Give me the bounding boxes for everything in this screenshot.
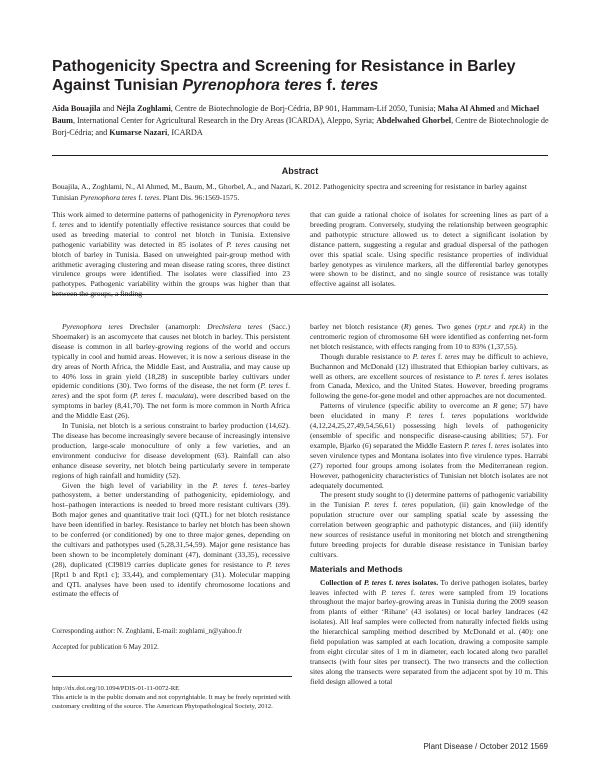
- r3e: f.: [433, 411, 452, 421]
- abs-l-e: and to identify potentially effective resistance sources that could be used as breeding material to control net blotch in Tunisia. Extensive pathogenic variability was detected in 85 isolates of: [52, 219, 290, 249]
- r2c: f.: [435, 351, 445, 361]
- l3d: teres: [252, 480, 268, 490]
- author-6: Kumarse Nazari: [109, 128, 168, 137]
- l1f: f.: [283, 381, 291, 391]
- l1g: teres: [52, 391, 67, 401]
- right-paragraph-3: [310, 401, 548, 490]
- l1a: Pyrenophora teres: [62, 322, 123, 331]
- r4d: teres: [401, 500, 417, 510]
- author-3: Maha Al Ahmed: [437, 104, 495, 113]
- abs-l-f: P. teres: [226, 239, 251, 249]
- l1i: P. teres: [132, 391, 156, 401]
- right-paragraph-4: [310, 490, 548, 559]
- corresponding-author-footnote: Corresponding author: N. Zoghlami, E-mail: zoghlami_n@yahoo.fr: [52, 627, 242, 635]
- author-sep-1: and: [100, 104, 117, 113]
- r2a: Though durable resistance to: [320, 351, 413, 361]
- l3a: Given the high level of variability in the: [62, 480, 213, 490]
- author-sep-2: and: [494, 104, 511, 113]
- r5a: To derive pathogen isolates, barley leaves infected with: [310, 577, 548, 597]
- r4a: The present study sought to (i) determine patterns of pathogenic variability in the Tunisian: [310, 490, 548, 510]
- footnote-rule: [52, 676, 292, 677]
- r3a: Patterns of virulence (specific ability to overcome an: [320, 401, 493, 411]
- article-title: [52, 57, 552, 95]
- citation-pre: Bouajila, A., Zoghlami, N., Al Ahmed, M., Baum, M., Ghorbel, A., and Nazari, K. 2012. Pathogenicity spectra and screening for resistance in barley against Tunisian: [52, 182, 527, 202]
- abstract-heading: Abstract: [281, 166, 319, 176]
- r2b: P. teres: [412, 351, 436, 361]
- abstract-right-column: that can guide a rational choice of isolates for screening lines as part of a breeding program. Conversely, studying the relationship between geographic and pathotypic structure allowed us to detect a significant isolation by distance pattern, suggesting a regular and gradual dispersal of the pathogen over this spatial scale. Using specific resistance properties of individual barley genotypes as virulence markers, all the differential barley genotypes were shown to be distinct, and no single source of resistance was totally effective against all isolates.: [310, 210, 548, 289]
- left-paragraph-2: In Tunisia, net blotch is a serious constraint to barley production (14,62). The disease has become increasingly severe because of increasingly intensive production, large-scale monoculture of only a few varieties, and an environment conducive for disease development (63). Rainfall can also enhance disease severity, net blotch being particularly severe in temperate regions of high rainfall and humidity (52).: [52, 421, 290, 480]
- r5hb: P. teres: [363, 577, 387, 587]
- affiliation-2: , International Center for Agricultural Research in the Dry Areas (ICARDA), Aleppo, Syria;: [72, 116, 377, 125]
- title-line-2-italic2: teres: [340, 77, 379, 94]
- body-left-column: [52, 322, 290, 599]
- r5b: P. teres: [381, 587, 406, 597]
- r3c: gene; 57) have been elucidated in many: [310, 401, 548, 421]
- left-paragraph-1: [52, 322, 290, 421]
- page-folio: Plant Disease / October 2012 1569: [423, 742, 548, 751]
- right-paragraph-2: [310, 352, 548, 402]
- r2e: may be difficult to achieve, Buchannon and McDonald (12) illustrated that Ethiopian barley cultivars, as well as others, are excellent sources of resistance to: [310, 351, 548, 381]
- r5ha: Collection of: [320, 577, 364, 587]
- l3g: [Rpt1 b and Rpt1 c]; 33,44), and complementary (31). Molecular mapping and QTL analyses have been used to identify chromosome locations and estimate the effects of: [52, 569, 290, 599]
- r5hc: f.: [386, 577, 396, 587]
- r3f: teres: [451, 411, 467, 421]
- r5he: isolates.: [410, 577, 439, 587]
- r5e: were sampled from 19 locations throughout the major barley-growing areas in Tunisia during the 2009 season from plants of either ‘Rihane’ (43 isolates) or local barley landraces (42 isolates). All leaf samples were collected from naturally infected fields using the hierarchical sampling method described by McDonald et al. (40): one field population was sampled at each location, drawing a composite sample from eight circular sites of 1 m in diameter, each located along two parallel transects (with four sites per transect). The two transects and the collection sites along the transects were separated from the adjacent spot by 10 m. This field design allowed a total: [310, 587, 548, 686]
- r3b: R: [492, 401, 498, 411]
- r2f: P. teres: [475, 371, 499, 381]
- author-1: Aida Bouajila: [52, 104, 101, 113]
- copyright-note: This article is in the public domain and not copyrightable. It may be freely reprinted with customary crediting of the source. The American Phytopathological Society, 2012.: [52, 694, 291, 710]
- l1l: ), were described based on the symptoms in barley (8,41,70). The net form is more common in North Africa and the Middle East (26).: [52, 391, 290, 421]
- r2g: f.: [498, 371, 509, 381]
- l1c: Drechslera teres: [207, 322, 263, 331]
- abs-l-a: This work aimed to determine patterns of pathogenicity in: [52, 210, 234, 219]
- r2h: teres: [508, 371, 523, 381]
- r4c: f.: [388, 500, 402, 510]
- r5d: teres: [419, 587, 435, 597]
- r1f: rpt.k: [509, 322, 524, 331]
- abstract-bottom-rule: [52, 294, 548, 295]
- author-2: Néjla Zoghlami: [116, 104, 171, 113]
- l3c: f.: [237, 480, 253, 490]
- r4b: P. teres: [364, 500, 389, 510]
- l1h: ) and the spot form (: [66, 391, 133, 401]
- author-block: [52, 103, 552, 139]
- affiliation-4: , ICARDA: [167, 128, 203, 137]
- accepted-footnote: Accepted for publication 6 May 2012.: [52, 643, 159, 651]
- r3k: isolates into seven virulence types and Montana isolates into five virulence types. Harrabi (27) reported four groups among isolates from the Mediterranean region. However, pathogenicity characteristics of Tunisian net blotch isolates are not adequately documented.: [310, 440, 548, 490]
- affiliation-3: , Centre de Biotechnologie de Borj-Cédria; and: [52, 116, 549, 137]
- author-4: Michael Baum: [52, 104, 540, 125]
- abs-l-b: Pyrenophora teres: [233, 210, 290, 219]
- section-heading-materials-methods: Materials and Methods: [310, 563, 403, 574]
- l1j: f.: [155, 391, 166, 401]
- l3e: –barley pathosystem, a better understanding of pathogenicity, epidemiology, and host–pathogen interactions is needed to breed more resistant cultivars (39). Both major genes and quantitative trait loci (QTL) for net blotch resistance have been identified in barley. Resistance to barley net blotch has been shown to be conferred (or conditioned) by one to three major genes, depending on the cultivars and pathotypes used (5,28,31,54,59). Major gene resistance has been shown to be incompletely dominant (47), dominant (33,35), recessive (28), duplicated (CI9819 carries duplicate genes for resistance to: [52, 480, 290, 569]
- title-line-2-italic: Pyrenophora teres: [182, 77, 323, 94]
- citation-line: [52, 181, 548, 203]
- r1a: barley net blotch resistance (: [310, 322, 404, 331]
- affiliation-1: , Centre de Biotechnologie de Borj-Cédria, BP 901, Hammam-Lif 2050, Tunisia;: [170, 104, 438, 113]
- r1c: ) genes. Two genes (: [408, 322, 478, 331]
- r3i: f.: [486, 440, 495, 450]
- r5hd: teres: [395, 577, 411, 587]
- l1e: P. teres: [260, 381, 284, 391]
- r4e: population, (ii) gain knowledge of the population structure over our sampling spatial scale by assessing the correlation between geographic and pathotypic distances, and (iii) identify new sources of resistance useful in monitoring net blotch and strengthening future breeding projects for durable disease resistance in Tunisian barley cultivars.: [310, 500, 548, 559]
- r3g: populations worldwide (4,12,24,25,27,49,54,56,61) possessing high levels of pathogenicity (ensemble of specific and nonspecific disease-causing abilities; 57). For example, Bjarko (6) separated the Middle Eastern: [310, 411, 548, 450]
- r1b: R: [403, 322, 409, 331]
- abstract-left-column: [52, 210, 290, 299]
- abs-l-g: causing net blotch of barley in Tunisia. Based on unweighted pair-group method with arithmetic averaging clustering and mean disease rating scores, three distinct virulence groups were identified. The isolates were classified into 23 pathotypes. Pathogenic variability within the groups was higher than that between the groups, a finding: [52, 239, 291, 299]
- right-paragraph-5: [310, 578, 548, 687]
- abstract-top-rule: [52, 155, 548, 156]
- r2d: teres: [444, 351, 460, 361]
- title-line-2-plain: Against Tunisian: [52, 77, 183, 94]
- right-paragraph-1: [310, 322, 548, 352]
- doi-block: [52, 684, 292, 711]
- r1d: rpt.r: [477, 322, 492, 331]
- doi-link[interactable]: http://dx.doi.org/10.1094/PDIS-01-11-0072-RE: [52, 685, 180, 692]
- l3f: P. teres: [266, 559, 290, 569]
- r2i: isolates from Canada, Mexico, and the United States. However, breeding programs following the gene-for-gene model and other approaches are not documented.: [310, 371, 548, 401]
- r3d: P. teres: [406, 411, 434, 421]
- r3h: P. teres: [464, 440, 487, 450]
- citation-italic2: teres: [144, 193, 160, 202]
- left-paragraph-3: [52, 481, 290, 600]
- r1g: ) in the centromeric region of chromosome 6H were identified as conferring net-form net blotch resistance, with effects ranging from 10 to 83% (1,37,55).: [310, 322, 549, 351]
- citation-tail: . Plant Dis. 96:1569-1575.: [159, 193, 240, 202]
- r3j: teres: [494, 440, 510, 450]
- citation-italic: Pyrenophora teres: [80, 193, 137, 202]
- title-line-1: Pathogenicity Spectra and Screening for Resistance in Barley: [52, 58, 516, 75]
- l1k: maculata: [165, 391, 194, 401]
- author-5: Abdelwahed Ghorbel: [376, 116, 452, 125]
- r5c: f.: [405, 587, 420, 597]
- l1d: (Sacc.) Shoemaker) is an ascomycete that causes net blotch in barley. This persistent disease is common in all barley-growing regions of the world and occurs typically in cool and humid areas. However, it is now a serious disease in the dry areas of North Africa, the Middle East, and Australia, and may cause up to 40% loss in grain yield (18,28) in susceptible barley cultivars under epidemic conditions (30). Two forms of the disease, the net form (: [52, 322, 290, 391]
- title-line-2-tail: f.: [322, 77, 341, 94]
- r1e: and: [491, 322, 510, 331]
- citation-post: f.: [136, 193, 145, 202]
- abs-l-d: teres: [59, 219, 74, 229]
- l1b: Drechsler (anamorph:: [122, 322, 208, 331]
- abs-l-c: f.: [52, 219, 60, 229]
- body-right-column: [310, 322, 548, 687]
- l3b: P. teres: [212, 480, 238, 490]
